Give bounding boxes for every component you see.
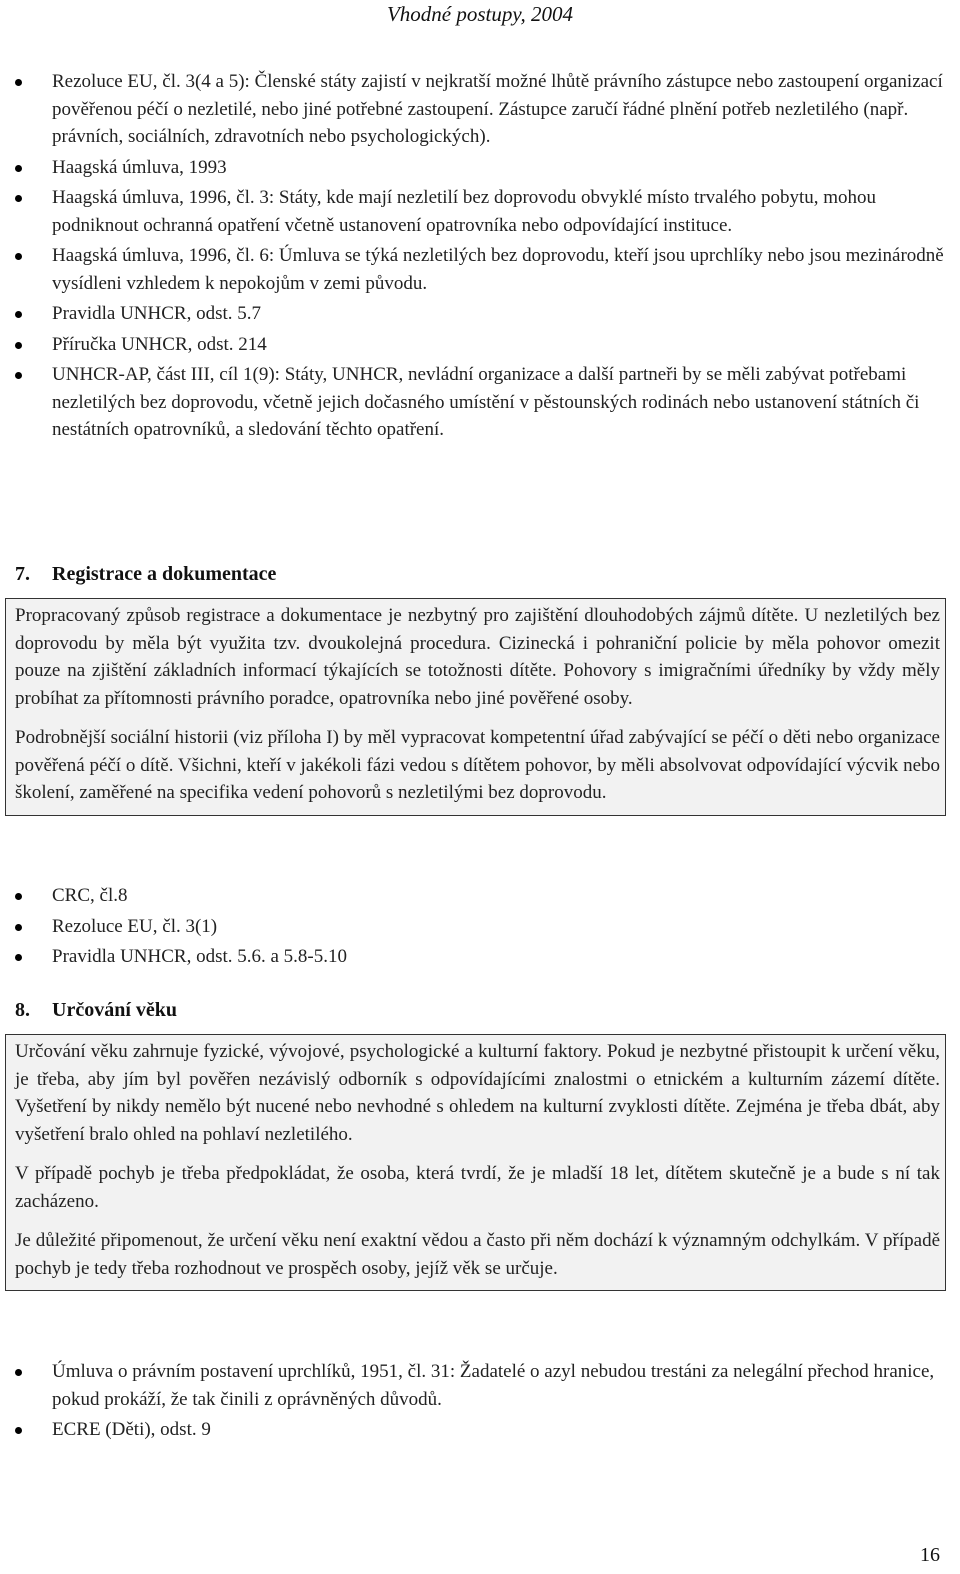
list-item: Příručka UNHCR, odst. 214	[0, 331, 950, 359]
list-item: ECRE (Děti), odst. 9	[0, 1416, 950, 1444]
paragraph: V případě pochyb je třeba předpokládat, že osoba, která tvrdí, že je mladší 18 let, dítětem skutečně je a bude s ní tak zacházeno.	[15, 1163, 940, 1212]
reference-list-top	[0, 68, 950, 447]
list-item: Haagská úmluva, 1993	[0, 154, 950, 182]
paragraph: Podrobnější sociální historii (viz příloha I) by měl vypracovat kompetentní úřad zabývající se péčí o děti nebo organizace pověřená péčí o dítě. Všichni, kteří v jakékoli fázi vedou s dítětem pohovor, by měli absolvovat odpovídající výcvik nebo školení, zaměřené na specifika vedení pohovorů s nezletilými bez doprovodu.	[15, 727, 940, 803]
section-title: Určování věku	[52, 999, 177, 1021]
section-7-box	[5, 598, 946, 816]
reference-list-section-7	[0, 882, 950, 974]
list-item: Pravidla UNHCR, odst. 5.6. a 5.8-5.10	[0, 943, 950, 971]
paragraph: Propracovaný způsob registrace a dokumentace je nezbytný pro zajištění dlouhodobých zájmů dítěte. U nezletilých bez doprovodu by měla být využita tzv. dvoukolejná procedura. Cizinecká i pohraniční policie by měla pohovor omezit pouze na zjištění základních informací týkajících se totožnosti dítěte. Pohovory s imigračními úředníky by vždy měly probíhat za přítomnosti právního poradce, opatrovníka nebo jiné pověřené osoby.	[15, 605, 940, 709]
list-item: Úmluva o právním postavení uprchlíků, 1951, čl. 31: Žadatelé o azyl nebudou trestáni za nelegální přechod hranice, pokud prokáží, že tak činili z oprávněných důvodů.	[0, 1358, 950, 1413]
list-item: Haagská úmluva, 1996, čl. 3: Státy, kde mají nezletilí bez doprovodu obvyklé místo trvalého pobytu, mohou podniknout ochranná opatření včetně ustanovení opatrovníka nebo odpovídající instituce.	[0, 184, 950, 239]
list-item: Rezoluce EU, čl. 3(1)	[0, 913, 950, 941]
list-item: Pravidla UNHCR, odst. 5.7	[0, 300, 950, 328]
list-item: Haagská úmluva, 1996, čl. 6: Úmluva se týká nezletilých bez doprovodu, kteří jsou uprchlíky nebo jsou mezinárodně vysídleni vzhledem k nepokojům v zemi původu.	[0, 242, 950, 297]
section-number: 8.	[15, 999, 30, 1021]
section-7-heading	[15, 561, 276, 587]
running-header: Vhodné postupy, 2004	[386, 2, 574, 26]
list-item: UNHCR-AP, část III, cíl 1(9): Státy, UNHCR, nevládní organizace a další partneři by se měli zabývat potřebami nezletilých bez doprovodu, včetně jejich dočasného umístění v pěstounských rodinách nebo ustanovení státních či nestátních opatrovníků, a sledování těchto opatření.	[0, 361, 950, 444]
paragraph: Je důležité připomenout, že určení věku není exaktní vědou a často při něm dochází k významným odchylkám. V případě pochyb je tedy třeba rozhodnout ve prospěch osoby, jejíž věk se určuje.	[15, 1230, 940, 1279]
paragraph: Určování věku zahrnuje fyzické, vývojové, psychologické a kulturní faktory. Pokud je nezbytné přistoupit k určení věku, je třeba, aby jím byl pověřen nezávislý odborník s odpovídajícími znalostmi o etnickém a kulturním zázemí dítěte. Vyšetření by nikdy nemělo být nucené nebo nevhodné s ohledem na kulturní zvyklosti dítěte. Zejména je třeba dbát, aby vyšetření bralo ohled na pohlaví nezletilého.	[15, 1041, 940, 1145]
reference-list-section-8	[0, 1358, 950, 1447]
section-8-box	[5, 1034, 946, 1291]
list-item: CRC, čl.8	[0, 882, 950, 910]
page-number: 16	[920, 1544, 940, 1566]
section-title: Registrace a dokumentace	[52, 563, 277, 585]
list-item: Rezoluce EU, čl. 3(4 a 5): Členské státy zajistí v nejkratší možné lhůtě právního zástupce nebo zastoupení organizací pověřenou péčí o nezletilé, nebo jiné potřebné zastoupení. Zástupce zaručí řádné plnění potřeb nezletilého (např. právních, sociálních, zdravotních nebo psychologických).	[0, 68, 950, 151]
section-number: 7.	[15, 563, 30, 585]
section-8-heading	[15, 997, 177, 1023]
